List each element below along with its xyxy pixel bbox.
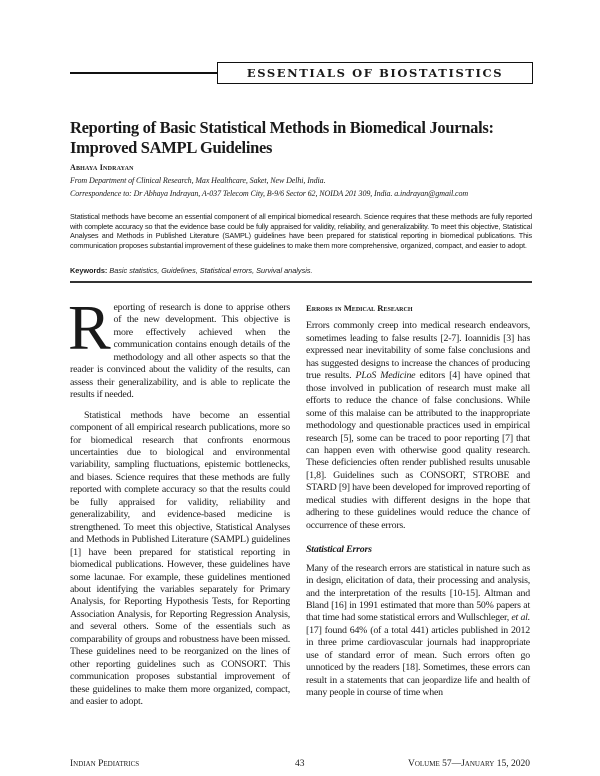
text-segment: Errors commonly creep into medical research endeavors, sometimes leading to false results [2-7]. Ioannidis [3] has expressed near inevitability of some false conclusions and has suggested designs to increase the chances of producing true results. xyxy=(306,320,530,382)
keywords-label: Keywords: xyxy=(70,266,108,275)
left-column xyxy=(68,292,290,709)
right-column xyxy=(306,302,530,700)
et-al: et al. xyxy=(511,612,530,624)
banner-rule-left xyxy=(70,72,218,74)
drop-cap: R xyxy=(68,292,111,363)
section-banner xyxy=(70,62,530,84)
keywords-list: Basic statistics, Guidelines, Statistical errors, Survival analysis. xyxy=(109,266,313,275)
footer-journal: Indian Pediatrics xyxy=(70,759,140,769)
intro-paragraph xyxy=(68,292,290,402)
intro-text: eporting of research is done to apprise others of the new development. This objective is more effectively achieved when the communication contains enough details of the methodology and all other aspects so that the reader is convinced about the validity of the results, can assess their generalizability, and is able to replicate the results if needed. xyxy=(70,302,290,401)
affiliation: From Department of Clinical Research, Max Healthcare, Saket, New Delhi, India. xyxy=(70,176,326,185)
keywords xyxy=(70,266,313,275)
text-segment: [17] found 64% (of a total 441) articles published in 2012 in three prime cardiovascular journals had inappropriate use of standard error of mean. Such errors often go unnoticed by the readers [18]. Sometimes, these errors can result in a statements that can jeopardize life and health of many people in course of time when xyxy=(306,624,530,699)
abstract: Statistical methods have become an essential component of all empirical biomedical research. Science requires that these methods are fully reported with complete accuracy so that the evidence base could be fully appraised for validity, reliability, and generalizability. To meet this objective, Statistical Analyses and Methods in Published Literature (SAMPL) guidelines have been prepared for statistical reporting in biomedical publications. This communication proposes substantial improvement of these guidelines to make them more comprehensive, organized, compact, and easier to adopt. xyxy=(70,212,532,250)
body-paragraph xyxy=(306,320,530,532)
section-heading-errors: Errors in Medical Research xyxy=(306,303,413,313)
author-name: Abhaya Indrayan xyxy=(70,163,134,172)
body-paragraph: Statistical methods have become an essential component of all empirical research publications, more so for biomedical research that confronts enormous uncertainties due to biological and environmental variability, sampling fluctuations, epistemic bottlenecks, and biases. Science requires that these methods are fully reported with complete accuracy so that the results could be fully appraised for validity, reliability and generalizability, and evidence-based medicine is strengthened. To meet this objective, Statistical Analyses and Methods in Published Literature (SAMPL) guidelines [1] have been prepared for statistical reporting in biomedical publications. However, these guidelines have some lacunae. For example, these guidelines mentioned about identifying the variables separately for Primary Analysis, for Reporting Hypothesis Tests, for Reporting Association Analysis, for Reporting Regression Analysis, and several others. Some of the essentials such as comparability of groups and robustness have been missed. These guidelines need to be reorganized on the lines of other reporting guidelines such as CONSORT. This communication proposes substantial improvement of these guidelines to make them more organized, compact, and easier to adopt. xyxy=(70,409,290,708)
subsection-heading-statistical-errors: Statistical Errors xyxy=(306,544,372,556)
footer-issue: Volume 57—January 15, 2020 xyxy=(407,759,530,769)
journal-name: PLoS Medicine xyxy=(355,370,416,382)
text-segment: editors [4] have opined that those involved in publication of research must make all efforts to reduce the chance of false conclusions. While some of this malaise can be attributed to the inappropriate methodology and questionable practices used in empirical research [5], some can be traced to poor reporting [7] that can happen even with otherwise good quality research. These deficiencies often render published results unusable [1,8]. Guidelines such as CONSORT, STROBE and STARD [9] have been developed for improved reporting of medical studies with different designs in the hope that adhering to these guidelines would reduce the chance of occurrence of these errors. xyxy=(306,370,530,531)
text-segment: Many of the research errors are statistical in nature such as in design, elicitation of data, their processing and analysis, and the interpretation of the results [10-15]. Altman and Bland [16] in 1991 estimated that more than 50% papers at that time had some statistical errors and Wullschleger, xyxy=(306,562,530,624)
abstract-divider xyxy=(70,281,532,283)
correspondence: Correspondence to: Dr Abhaya Indrayan, A-037 Telecom City, B-9/6 Sector 62, NOIDA 201 309, India. a.indrayan@gmail.com xyxy=(70,189,469,198)
footer-page-number: 43 xyxy=(295,759,305,769)
body-paragraph xyxy=(306,563,530,700)
section-banner-label: ESSENTIALS OF BIOSTATISTICS xyxy=(217,62,533,84)
article-title: Reporting of Basic Statistical Methods in Biomedical Journals: Improved SAMPL Guidelines xyxy=(70,118,494,157)
